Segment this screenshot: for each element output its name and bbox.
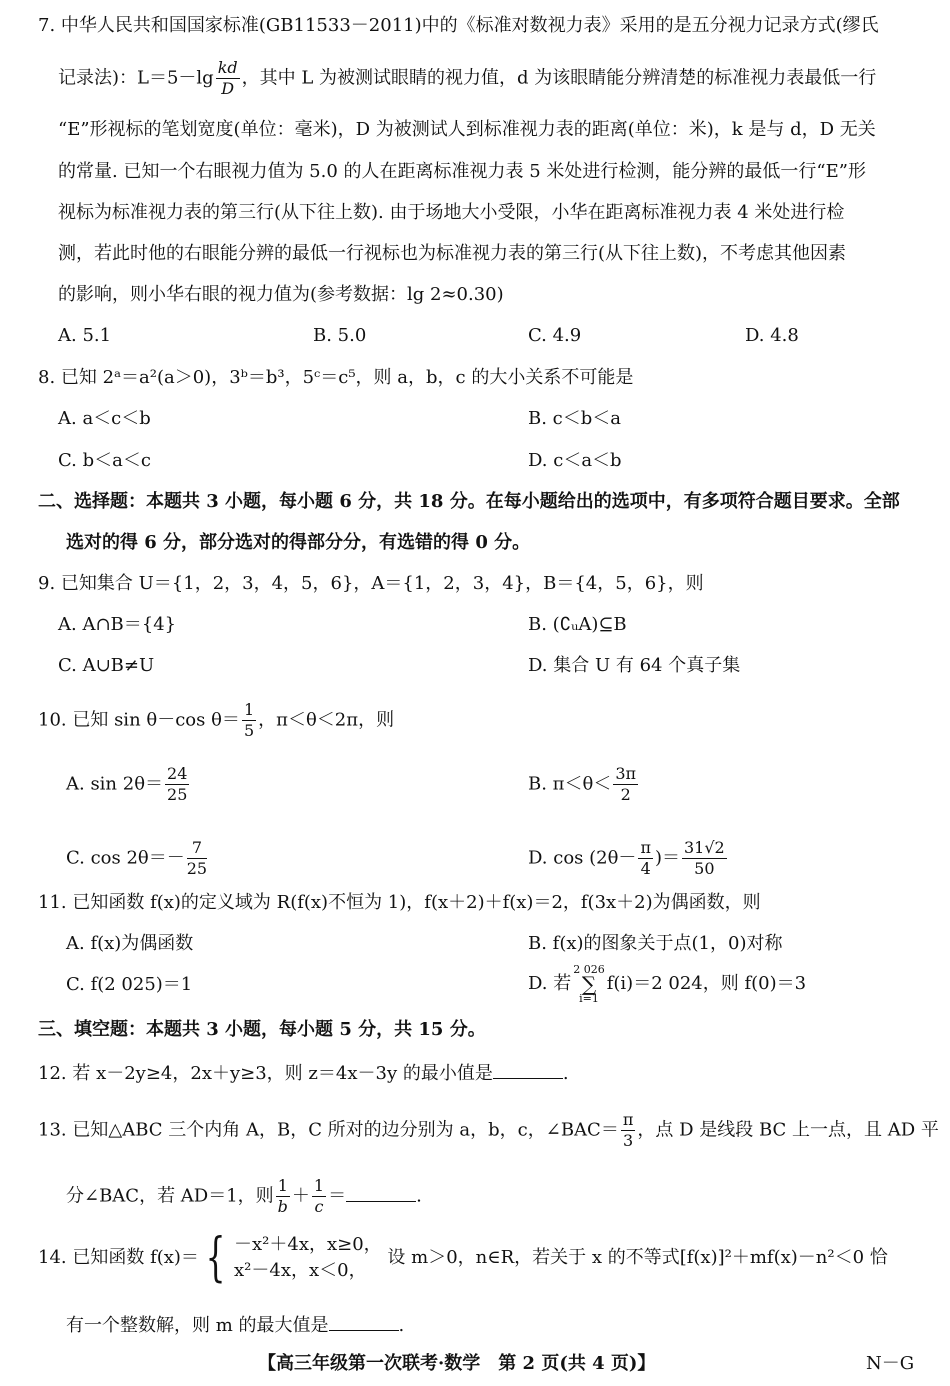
q10-opt-d-pden: 4 [640, 859, 651, 878]
q13-line2-a: 分∠BAC，若 AD＝1，则 [66, 1185, 274, 1207]
section2-heading-line2: 选对的得 6 分，部分选对的得部分分，有选错的得 0 分。 [66, 532, 531, 553]
q13-eq: ＝ [328, 1185, 347, 1207]
q14-end: . [398, 1315, 405, 1336]
q12-end: . [562, 1063, 569, 1084]
q11-option-a: A. f(x)为偶函数 [66, 933, 194, 954]
q10-opt-d-den: 50 [694, 859, 715, 878]
q7-option-c: C. 4.9 [528, 325, 582, 346]
q14-line2-text: 有一个整数解，则 m 的最大值是 [66, 1315, 329, 1336]
q14-line1-a: 14. 已知函数 f(x)＝ [38, 1247, 199, 1268]
q10-opt-a-text: A. sin 2θ＝ [66, 773, 164, 795]
q13-line2 [66, 1176, 422, 1217]
q10-opt-a-fraction [165, 764, 189, 805]
q7-option-a: A. 5.1 [58, 325, 112, 346]
q14-brace: { [205, 1228, 226, 1288]
q8-option-c: C. b＜a＜c [58, 450, 151, 471]
q11-stem: 11. 已知函数 f(x)的定义域为 R(f(x)不恒为 1)，f(x＋2)＋f(x)＝2，f(3x＋2)为偶函数，则 [38, 892, 761, 913]
q7-line2 [58, 58, 876, 99]
q10-stem-num: 1 [243, 700, 255, 719]
q10-opt-d-pnum: π [640, 838, 651, 857]
q7-option-d: D. 4.8 [745, 325, 799, 346]
q13-plus: ＋ [291, 1185, 310, 1207]
q7-frac-num: kd [217, 58, 238, 77]
footer-code: N－G [866, 1353, 915, 1374]
q10-option-c [66, 838, 209, 879]
q12-stem [38, 1060, 569, 1086]
q11-opt-d-a: D. 若 [528, 973, 572, 994]
q13-line1-a: 13. 已知△ABC 三个内角 A，B，C 所对的边分别为 a，b，c，∠BAC＝ [38, 1119, 619, 1141]
q9-stem: 9. 已知集合 U＝{1，2，3，4，5，6}，A＝{1，2，3，4}，B＝{4，5，6}，则 [38, 573, 704, 594]
q10-opt-d-paren: (2θ－ [589, 847, 637, 869]
q7-option-b: B. 5.0 [313, 325, 367, 346]
page-footer [0, 1352, 950, 1376]
q14-line1-b: 设 m＞0，n∈R，若关于 x 的不等式[f(x)]²＋mf(x)－n²＜0 恰 [387, 1247, 888, 1268]
section2-heading-line1: 二、选择题：本题共 3 小题，每小题 6 分，共 18 分。在每小题给出的选项中，有多项符合题目要求。全部 [38, 491, 900, 512]
q11-option-d [528, 964, 806, 1004]
q8-option-a: A. a＜c＜b [58, 408, 151, 429]
q10-opt-c-fraction [187, 838, 207, 879]
q13-angle-fraction [621, 1110, 636, 1151]
q10-opt-d-fraction [682, 838, 727, 879]
q7-line2-b: ，其中 L 为被测试眼睛的视力值，d 为该眼睛能分辨清楚的标准视力表最低一行 [241, 67, 877, 89]
q13-angle-den: 3 [622, 1131, 634, 1150]
q8-stem: 8. 已知 2ᵃ＝a²(a＞0)，3ᵇ＝b³，5ᶜ＝c⁵，则 a，b，c 的大小关系不可能是 [38, 367, 634, 388]
q10-opt-a-den: 25 [167, 785, 188, 804]
q9-option-d: D. 集合 U 有 64 个真子集 [528, 655, 741, 676]
q10-stem [38, 700, 394, 741]
q8-option-b: B. c＜b＜a [528, 408, 622, 429]
q10-opt-d-paren-fraction [638, 838, 653, 879]
q14-line1 [38, 1228, 888, 1288]
q13-line1 [38, 1110, 939, 1151]
q10-stem-a: 10. 已知 sin θ－cos θ＝ [38, 709, 240, 731]
q10-stem-fraction [242, 700, 256, 741]
q14-cases [234, 1232, 382, 1284]
q11-sum-bottom: i=1 [579, 992, 599, 1005]
q7-line1: 7. 中华人民共和国国家标准(GB11533－2011)中的《标准对数视力表》采用的是五分视力记录方式(缪氏 [38, 15, 879, 36]
q14-case-2: x²－4x，x＜0， [234, 1260, 367, 1281]
q11-sum-top: 2 026 [573, 963, 605, 976]
q13-f2-num: 1 [313, 1176, 325, 1195]
q14-case-1: －x²＋4x，x≥0， [234, 1234, 382, 1255]
q11-summation [573, 964, 605, 1004]
q10-stem-den: 5 [243, 721, 255, 740]
q10-option-a [66, 764, 191, 805]
q11-option-b: B. f(x)的图象关于点(1，0)对称 [528, 933, 783, 954]
q10-stem-b: ，π＜θ＜2π，则 [258, 709, 395, 731]
q7-line6: 测，若此时他的右眼能分辨的最低一行视标也为标准视力表的第三行(从下往上数)，不考虑其他因素 [58, 243, 847, 264]
q10-opt-c-den: 25 [186, 859, 208, 878]
q11-option-c: C. f(2 025)＝1 [66, 974, 193, 995]
q14-line2 [66, 1312, 404, 1338]
q10-opt-b-den: 2 [620, 785, 631, 804]
q10-opt-c-text: C. cos 2θ＝－ [66, 847, 185, 869]
q7-line4: 的常量. 已知一个右眼视力值为 5.0 的人在距离标准视力表 5 米处进行检测，能分辨的最低一行“E”形 [58, 161, 866, 182]
q12-answer-blank[interactable] [493, 1060, 563, 1079]
q10-opt-d-num: 31√2 [683, 838, 725, 857]
q13-fraction-2 [312, 1176, 326, 1217]
q7-line3: “E”形视标的笔划宽度(单位：毫米)，D 为被测试人到标准视力表的距离(单位：米)，k 是与 d，D 无关 [58, 119, 876, 140]
q13-f1-num: 1 [277, 1176, 288, 1195]
footer-page-info: 【高三年级第一次联考·数学 第 2 页(共 4 页)】 [258, 1353, 656, 1374]
q14-answer-blank[interactable] [329, 1312, 399, 1331]
q10-opt-c-num: 7 [187, 838, 207, 859]
q8-option-d: D. c＜a＜b [528, 450, 622, 471]
q10-opt-b-text: B. π＜θ＜ [528, 773, 612, 795]
q10-opt-d-text: D. cos [528, 847, 584, 869]
q13-line1-b: ，点 D 是线段 BC 上一点，且 AD 平 [637, 1119, 939, 1141]
q13-fraction-1 [276, 1176, 290, 1217]
q9-option-c: C. A∪B≠U [58, 655, 155, 676]
q13-f1-den: b [277, 1197, 288, 1216]
q7-line5: 视标为标准视力表的第三行(从下往上数). 由于场地大小受限，小华在距离标准视力表 4 米处进行检 [58, 202, 845, 223]
q11-opt-d-b: f(i)＝2 024，则 f(0)＝3 [606, 973, 807, 994]
q9-option-b: B. (∁ᵤA)⊆B [528, 614, 627, 635]
q11-sum-symbol: ∑ [581, 972, 597, 996]
q10-opt-b-fraction [613, 764, 638, 805]
q10-option-b [528, 764, 640, 805]
q9-option-a: A. A∩B＝{4} [58, 614, 177, 635]
q12-text: 12. 若 x－2y≥4，2x＋y≥3，则 z＝4x－3y 的最小值是 [38, 1063, 493, 1084]
q10-opt-a-num: 24 [167, 764, 188, 783]
q13-answer-blank[interactable] [346, 1183, 416, 1202]
q7-frac-den: D [221, 79, 235, 98]
q10-opt-d-close: )＝ [654, 847, 680, 869]
q10-option-d [528, 838, 729, 879]
q13-end: . [416, 1185, 422, 1207]
q7-line7: 的影响，则小华右眼的视力值为(参考数据：lg 2≈0.30) [58, 284, 504, 305]
q13-f2-den: c [314, 1197, 324, 1216]
q10-opt-b-num: 3π [615, 764, 637, 783]
section3-heading: 三、填空题：本题共 3 小题，每小题 5 分，共 15 分。 [38, 1019, 486, 1040]
q13-angle-num: π [622, 1110, 634, 1129]
q7-fraction [216, 58, 240, 99]
q7-line2-a: 记录法)：L＝5－lg [58, 67, 214, 89]
